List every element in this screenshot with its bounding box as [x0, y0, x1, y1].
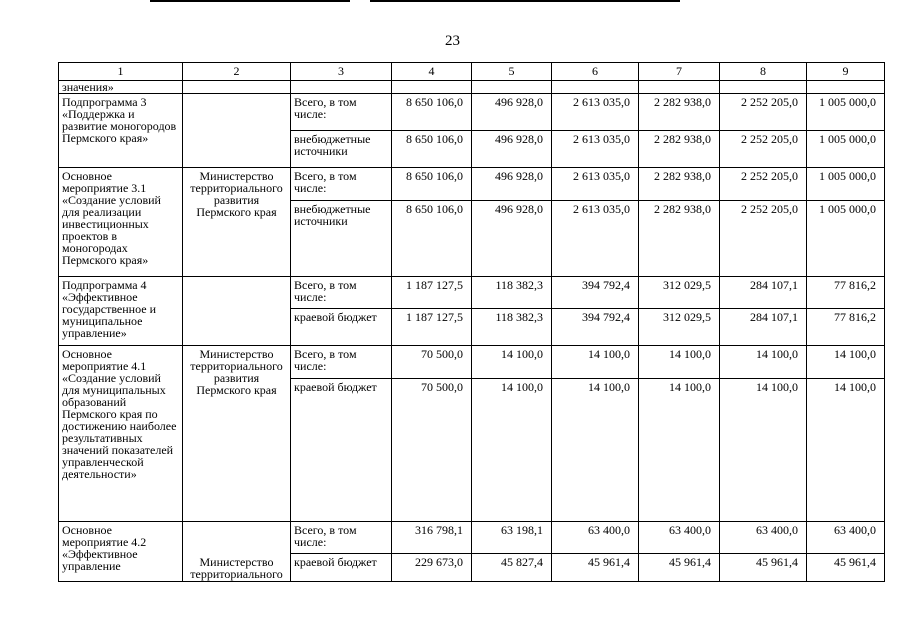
column-header: 8	[720, 63, 807, 81]
value-cell: 2 252 205,0	[720, 168, 807, 201]
page-number: 23	[445, 33, 460, 49]
program-name-cell: значения»	[59, 81, 183, 94]
funding-source-cell: краевой бюджет	[291, 554, 392, 582]
program-name-cell: Основное мероприятие 3.1 «Создание условий для реализации инвестиционных проектов в моногородах Пермского края»	[59, 168, 183, 277]
value-cell: 70 500,0	[392, 379, 472, 522]
value-cell: 496 928,0	[472, 131, 552, 168]
table-row	[59, 346, 885, 379]
value-cell: 2 282 938,0	[639, 168, 720, 201]
value-cell: 14 100,0	[720, 346, 807, 379]
value-cell: 1 187 127,5	[392, 277, 472, 309]
funding-source-cell: внебюджетные источники	[291, 201, 392, 277]
responsible-cell	[183, 94, 291, 168]
responsible-cell: Министерство территориального развития Пермского края	[183, 168, 291, 277]
responsible-cell	[183, 277, 291, 346]
program-name-cell: Подпрограмма 3 «Поддержка и развитие моногородов Пермского края»	[59, 94, 183, 168]
value-cell: 45 961,4	[807, 554, 885, 582]
column-header: 6	[552, 63, 639, 81]
value-cell: 77 816,2	[807, 277, 885, 309]
column-header: 1	[59, 63, 183, 81]
value-cell: 8 650 106,0	[392, 168, 472, 201]
responsible-cell: Министерство территориального	[183, 554, 291, 582]
column-header: 2	[183, 63, 291, 81]
value-cell: 229 673,0	[392, 554, 472, 582]
value-cell: 284 107,1	[720, 309, 807, 346]
value-cell: 394 792,4	[552, 277, 639, 309]
funding-source-cell: Всего, в том числе:	[291, 346, 392, 379]
table-row	[59, 554, 885, 582]
table-row	[59, 81, 885, 94]
value-cell: 77 816,2	[807, 309, 885, 346]
value-cell: 316 798,1	[392, 522, 472, 554]
value-cell: 45 961,4	[552, 554, 639, 582]
value-cell: 45 961,4	[720, 554, 807, 582]
value-cell: 2 282 938,0	[639, 131, 720, 168]
value-cell: 14 100,0	[639, 379, 720, 522]
value-cell: 14 100,0	[472, 346, 552, 379]
value-cell: 496 928,0	[472, 201, 552, 277]
column-header: 5	[472, 63, 552, 81]
program-name-cell: Основное мероприятие 4.2 «Эффективное управление	[59, 522, 183, 582]
column-header: 9	[807, 63, 885, 81]
value-cell: 2 613 035,0	[552, 131, 639, 168]
value-cell: 63 400,0	[552, 522, 639, 554]
value-cell: 1 005 000,0	[807, 94, 885, 131]
value-cell: 14 100,0	[552, 379, 639, 522]
value-cell: 63 198,1	[472, 522, 552, 554]
value-cell: 2 613 035,0	[552, 94, 639, 131]
value-cell: 2 252 205,0	[720, 131, 807, 168]
value-cell: 312 029,5	[639, 277, 720, 309]
program-name-cell: Подпрограмма 4 «Эффективное государственное и муниципальное управление»	[59, 277, 183, 346]
column-header: 7	[639, 63, 720, 81]
column-header: 3	[291, 63, 392, 81]
scan-top-edge-right	[370, 0, 680, 2]
column-header: 4	[392, 63, 472, 81]
value-cell: 118 382,3	[472, 309, 552, 346]
value-cell: 70 500,0	[392, 346, 472, 379]
value-cell: 496 928,0	[472, 168, 552, 201]
value-cell: 8 650 106,0	[392, 131, 472, 168]
value-cell: 14 100,0	[807, 346, 885, 379]
responsible-cell: Министерство территориального развития Пермского края	[183, 346, 291, 522]
value-cell: 312 029,5	[639, 309, 720, 346]
funding-source-cell: Всего, в том числе:	[291, 168, 392, 201]
value-cell: 284 107,1	[720, 277, 807, 309]
table-row	[59, 277, 885, 309]
value-cell: 2 282 938,0	[639, 201, 720, 277]
value-cell: 63 400,0	[720, 522, 807, 554]
value-cell: 14 100,0	[807, 379, 885, 522]
value-cell: 2 252 205,0	[720, 201, 807, 277]
value-cell: 14 100,0	[552, 346, 639, 379]
value-cell: 2 282 938,0	[639, 94, 720, 131]
value-cell: 63 400,0	[807, 522, 885, 554]
funding-source-cell: краевой бюджет	[291, 379, 392, 522]
value-cell: 118 382,3	[472, 277, 552, 309]
value-cell: 2 252 205,0	[720, 94, 807, 131]
funding-source-cell: краевой бюджет	[291, 309, 392, 346]
table-row	[59, 522, 885, 554]
column-header-row	[59, 63, 885, 81]
value-cell: 2 613 035,0	[552, 168, 639, 201]
value-cell: 394 792,4	[552, 309, 639, 346]
value-cell: 8 650 106,0	[392, 94, 472, 131]
funding-source-cell: Всего, в том числе:	[291, 94, 392, 131]
value-cell: 8 650 106,0	[392, 201, 472, 277]
value-cell: 45 961,4	[639, 554, 720, 582]
funding-source-cell: Всего, в том числе:	[291, 522, 392, 554]
scan-top-edge-left	[150, 0, 350, 2]
value-cell: 1 005 000,0	[807, 131, 885, 168]
table-row	[59, 94, 885, 131]
value-cell: 63 400,0	[639, 522, 720, 554]
value-cell: 45 827,4	[472, 554, 552, 582]
value-cell: 1 005 000,0	[807, 201, 885, 277]
value-cell: 2 613 035,0	[552, 201, 639, 277]
value-cell: 14 100,0	[639, 346, 720, 379]
value-cell: 14 100,0	[720, 379, 807, 522]
value-cell: 1 187 127,5	[392, 309, 472, 346]
budget-table	[58, 62, 885, 582]
funding-source-cell: Всего, в том числе:	[291, 277, 392, 309]
value-cell: 1 005 000,0	[807, 168, 885, 201]
value-cell: 496 928,0	[472, 94, 552, 131]
table-row	[59, 168, 885, 201]
funding-source-cell: внебюджетные источники	[291, 131, 392, 168]
value-cell: 14 100,0	[472, 379, 552, 522]
program-name-cell: Основное мероприятие 4.1 «Создание условий для муниципальных образований Пермского края по достижению наиболее результативных значений показателей управленческой деятельности»	[59, 346, 183, 522]
